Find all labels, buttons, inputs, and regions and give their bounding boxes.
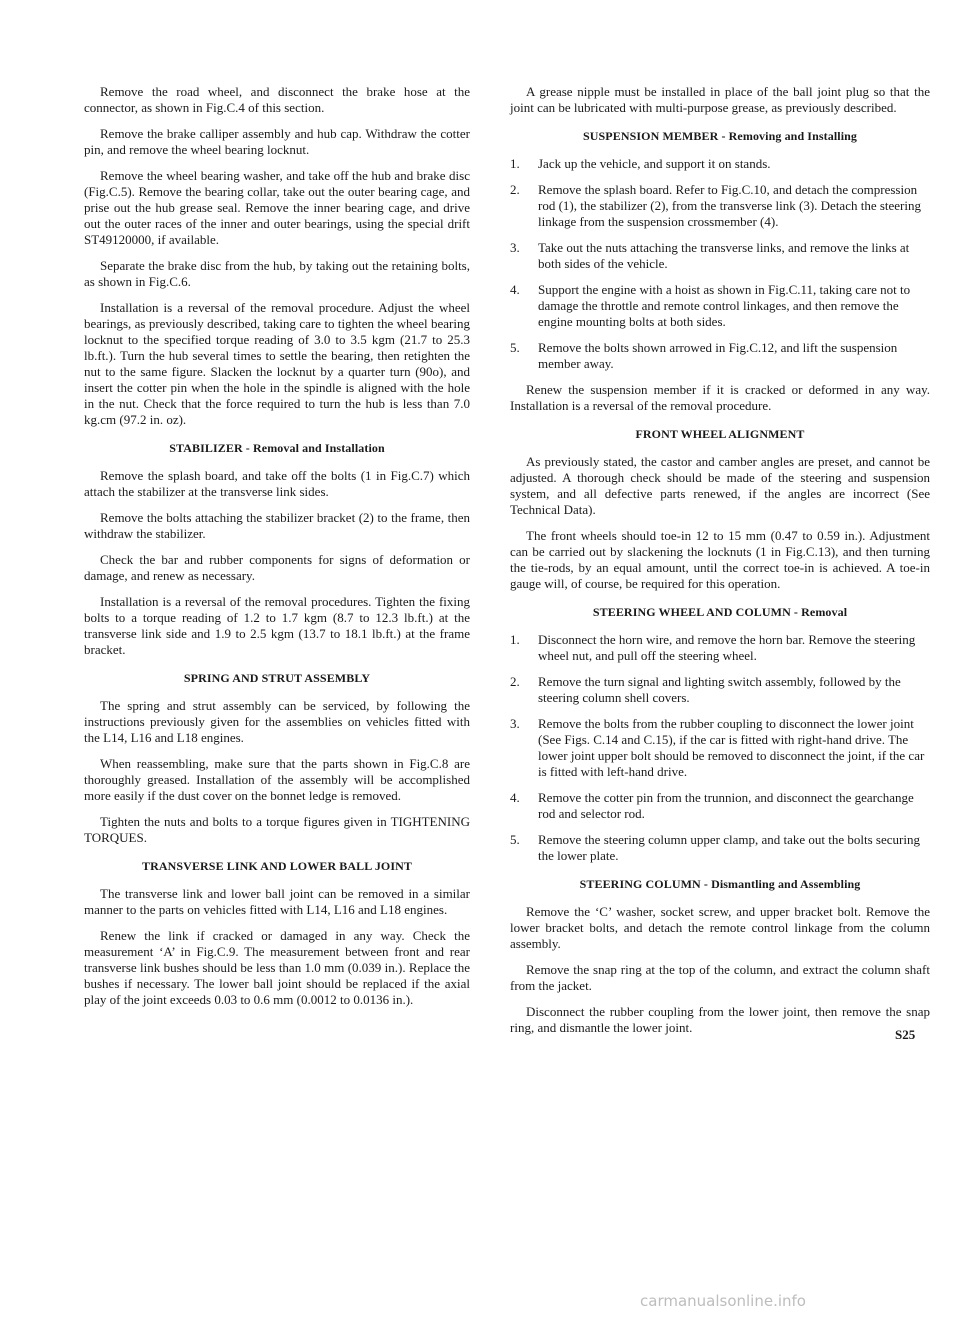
list-item [510,832,930,864]
paragraph: A grease nipple must be installed in place of the ball joint plug so that the joint can be lubricated with multi-purpose grease, as previously described. [510,84,930,115]
right-column [510,84,930,1046]
paragraph: The spring and strut assembly can be serviced, by following the instructions previously given for the assemblies on vehicles fitted with the L14, L16 and L18 engines. [84,698,470,745]
step-text: Remove the splash board. Refer to Fig.C.10, and detach the compression rod (1), the stabilizer (2), from the transverse link (3). Detach the steering linkage from the suspension crossmember (4). [538,182,921,229]
paragraph: Separate the brake disc from the hub, by taking out the retaining bolts, as shown in Fig.C.6. [84,258,470,289]
list-item [510,632,930,664]
section-heading-transverse-link: TRANSVERSE LINK AND LOWER BALL JOINT [142,859,412,873]
page-number: S25 [895,1027,916,1042]
step-number: 2. [510,182,520,197]
paragraph: Disconnect the rubber coupling from the lower joint, then remove the snap ring, and dismantle the lower joint. [510,1004,930,1035]
step-text: Remove the bolts from the rubber coupling to disconnect the lower joint (See Figs. C.14 and C.15), if the car is fitted with right-hand drive. The lower joint upper bolt should be removed to disconnect the joint, if the car is fitted with left-hand drive. [538,716,925,779]
list-item [510,716,930,780]
paragraph: Remove the splash board, and take off the bolts (1 in Fig.C.7) which attach the stabilizer at the transverse link sides. [84,468,470,499]
list-item [510,340,930,372]
step-number: 3. [510,240,520,255]
paragraph: Remove the snap ring at the top of the column, and extract the column shaft from the jacket. [510,962,930,993]
list-item [510,790,930,822]
paragraph: Installation is a reversal of the removal procedure. Adjust the wheel bearings, as previously described, taking care to tighten the wheel bearing locknut to the specified torque reading of 3.0 to 3.5 kgm (21.7 to 25.3 lb.ft.). Turn the hub several times to settle the bearing, then retighten the nut to the same figure. Slacken the locknut by a quarter turn (90o), and insert the cotter pin when the hole in the spindle is aligned with the hole in the nut. Check that the force required to turn the hub is less than 7.0 kg.cm (97.2 in. oz). [84,300,470,427]
paragraph: Tighten the nuts and bolts to a torque figures given in TIGHTENING TORQUES. [84,814,470,845]
paragraph: Remove the brake calliper assembly and hub cap. Withdraw the cotter pin, and remove the wheel bearing locknut. [84,126,470,157]
paragraph: Remove the road wheel, and disconnect the brake hose at the connector, as shown in Fig.C.4 of this section. [84,84,470,115]
watermark: carmanualsonline.info [640,1292,806,1310]
section-heading-spring-strut: SPRING AND STRUT ASSEMBLY [183,671,371,685]
step-text: Remove the bolts shown arrowed in Fig.C.12, and lift the suspension member away. [538,340,898,371]
step-number: 3. [510,716,520,731]
step-text: Remove the steering column upper clamp, and take out the bolts securing the lower plate. [538,832,920,863]
paragraph: Renew the link if cracked or damaged in any way. Check the measurement ‘A’ in Fig.C.9. The measurement between front and rear transverse link bushes should be less than 1.0 mm (0.039 in.). Replace the bushes if necessary. The lower ball joint should be replaced if the axial play of the joint exceeds 0.03 to 0.6 mm (0.0012 to 0.0136 in.). [84,928,470,1007]
paragraph: The front wheels should toe-in 12 to 15 mm (0.47 to 0.59 in.). Adjustment can be carried out by slackening the locknuts (1 in Fig.C.13), and then turning the tie-rods, by an equal amount, until the correct toe-in is achieved. A toe-in gauge will, of course, be required for this operation. [510,528,930,591]
step-number: 4. [510,790,520,805]
section-heading-steering-wheel: STEERING WHEEL AND COLUMN - Removal [592,605,848,619]
paragraph: Renew the suspension member if it is cracked or deformed in any way. Installation is a reversal of the removal procedure. [510,382,930,413]
step-number: 5. [510,832,520,847]
steering-steps-list [510,632,930,864]
paragraph: Check the bar and rubber components for signs of deformation or damage, and renew as necessary. [84,552,470,583]
step-text: Take out the nuts attaching the transverse links, and remove the links at both sides of the vehicle. [538,240,910,271]
list-item [510,156,930,172]
paragraph: As previously stated, the castor and camber angles are preset, and cannot be adjusted. A thorough check should be made of the steering and suspension system, and all defective parts renewed, if the angles are incorrect (See Technical Data). [510,454,930,517]
step-text: Jack up the vehicle, and support it on stands. [538,156,771,171]
section-heading-wheel-alignment: FRONT WHEEL ALIGNMENT [635,427,805,441]
paragraph: Remove the ‘C’ washer, socket screw, and upper bracket bolt. Remove the lower bracket bolts, and detach the remote control linkage from the column assembly. [510,904,930,951]
paragraph: The transverse link and lower ball joint can be removed in a similar manner to the parts on vehicles fitted with L14, L16 and L18 engines. [84,886,470,917]
list-item [510,182,930,230]
paragraph: Remove the bolts attaching the stabilizer bracket (2) to the frame, then withdraw the stabilizer. [84,510,470,541]
list-item [510,240,930,272]
step-text: Support the engine with a hoist as shown in Fig.C.11, taking care not to damage the throttle and remote control linkages, and then remove the engine mounting bolts at both sides. [538,282,911,329]
section-heading-stabilizer: STABILIZER - Removal and Installation [169,441,385,455]
step-text: Disconnect the horn wire, and remove the horn bar. Remove the steering wheel nut, and pull off the steering wheel. [538,632,916,663]
step-text: Remove the turn signal and lighting switch assembly, followed by the steering column shell covers. [538,674,901,705]
step-number: 1. [510,632,520,647]
section-heading-steering-column: STEERING COLUMN - Dismantling and Assembling [579,877,861,891]
step-number: 5. [510,340,520,355]
list-item [510,674,930,706]
paragraph: Remove the wheel bearing washer, and take off the hub and brake disc (Fig.C.5). Remove the bearing collar, take out the outer bearing cage, and prise out the hub grease seal. Remove the inner bearing cage, and drive out the outer races of the inner and outer bearings, using the special drift ST49120000, if available. [84,168,470,247]
suspension-steps-list [510,156,930,372]
step-number: 1. [510,156,520,171]
section-heading-suspension-member: SUSPENSION MEMBER - Removing and Installing [582,129,857,143]
step-text: Remove the cotter pin from the trunnion, and disconnect the gearchange rod and selector rod. [538,790,914,821]
list-item [510,282,930,330]
left-column [84,84,470,1018]
paragraph: When reassembling, make sure that the parts shown in Fig.C.8 are thoroughly greased. Installation of the assembly will be accomplished more easily if the dust cover on the bonnet ledge is removed. [84,756,470,803]
paragraph: Installation is a reversal of the removal procedures. Tighten the fixing bolts to a torque reading of 1.2 to 1.7 kgm (8.7 to 12.3 lb.ft.) at the transverse link side and 1.9 to 2.5 kgm (13.7 to 18.1 lb.ft.) at the frame bracket. [84,594,470,657]
step-number: 2. [510,674,520,689]
step-number: 4. [510,282,520,297]
